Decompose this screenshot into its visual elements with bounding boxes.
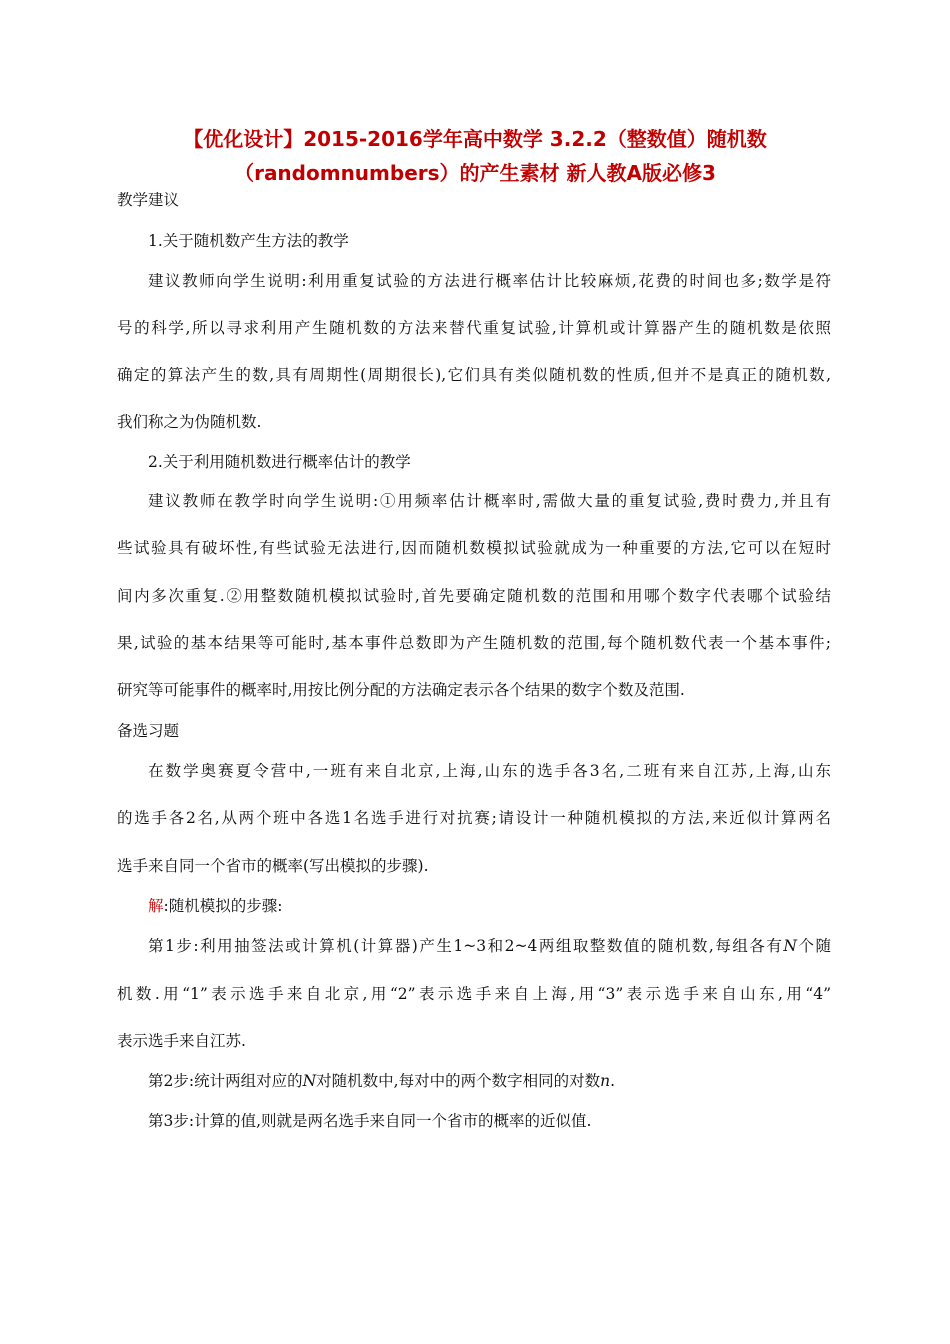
variable-n: n xyxy=(600,1072,611,1090)
item2-paragraph-line: 果,试验的基本结果等可能时,基本事件总数即为产生随机数的范围,每个随机数代表一个基本事件; xyxy=(117,634,831,652)
step2-line xyxy=(148,1071,615,1091)
item2-heading: 2.关于利用随机数进行概率估计的教学 xyxy=(148,453,411,471)
item2-paragraph-line: 研究等可能事件的概率时,用按比例分配的方法确定表示各个结果的数字个数及范围. xyxy=(117,681,685,699)
solution-text: :随机模拟的步骤: xyxy=(163,897,283,915)
variable-N: N xyxy=(302,1072,317,1090)
item1-heading: 1.关于随机数产生方法的教学 xyxy=(148,232,349,250)
step1-text: 第1步:利用抽签法或计算机(计算器)产生1~3和2~4两组取整数值的随机数,每组各有 xyxy=(148,937,784,955)
item1-paragraph-line: 我们称之为伪随机数. xyxy=(117,413,262,431)
exercise-heading: 备选习题 xyxy=(117,722,180,740)
step2-text: 第2步:统计两组对应的 xyxy=(148,1072,303,1090)
step3-line: 第3步:计算的值,则就是两名选手来自同一个省市的概率的近似值. xyxy=(148,1112,592,1130)
document-title xyxy=(60,122,890,190)
item2-paragraph-line: 建议教师在教学时向学生说明:①用频率估计概率时,需做大量的重复试验,费时费力,并且有 xyxy=(148,492,831,510)
exercise-line: 选手来自同一个省市的概率(写出模拟的步骤). xyxy=(117,857,429,875)
solution-label: 解 xyxy=(148,897,164,915)
teaching-suggestion-heading: 教学建议 xyxy=(117,191,180,209)
exercise-line: 的选手各2名,从两个班中各选1名选手进行对抗赛;请设计一种随机模拟的方法,来近似计算两名 xyxy=(117,809,831,827)
step2-text: 对随机数中,每对中的两个数字相同的对数 xyxy=(316,1072,601,1090)
title-line-2: （randomnumbers）的产生素材 新人教A版必修3 xyxy=(234,161,716,185)
step1-line xyxy=(148,936,831,956)
item1-paragraph-line: 号的科学,所以寻求利用产生随机数的方法来替代重复试验,计算机或计算器产生的随机数是依照 xyxy=(117,319,831,337)
item2-paragraph-line: 些试验具有破坏性,有些试验无法进行,因而随机数模拟试验就成为一种重要的方法,它可以在短时 xyxy=(117,539,831,557)
step1-line: 表示选手来自江苏. xyxy=(117,1032,246,1050)
exercise-line: 在数学奥赛夏令营中,一班有来自北京,上海,山东的选手各3名,二班有来自江苏,上海,山东 xyxy=(148,762,831,780)
step2-text: . xyxy=(610,1072,616,1090)
step1-text-end: 个随 xyxy=(796,937,831,955)
step1-line: 机数.用“1”表示选手来自北京,用“2”表示选手来自上海,用“3”表示选手来自山东,用“4” xyxy=(117,985,831,1003)
variable-N: N xyxy=(783,937,797,955)
item1-paragraph-line: 建议教师向学生说明:利用重复试验的方法进行概率估计比较麻烦,花费的时间也多;数学是符 xyxy=(148,272,831,290)
item1-paragraph-line: 确定的算法产生的数,具有周期性(周期很长),它们具有类似随机数的性质,但并不是真正的随机数, xyxy=(117,366,831,384)
solution-intro xyxy=(148,896,282,916)
title-line-1: 【优化设计】2015-2016学年高中数学 3.2.2（整数值）随机数 xyxy=(183,127,767,151)
item2-paragraph-line: 间内多次重复.②用整数随机模拟试验时,首先要确定随机数的范围和用哪个数字代表哪个试验结 xyxy=(117,587,831,605)
